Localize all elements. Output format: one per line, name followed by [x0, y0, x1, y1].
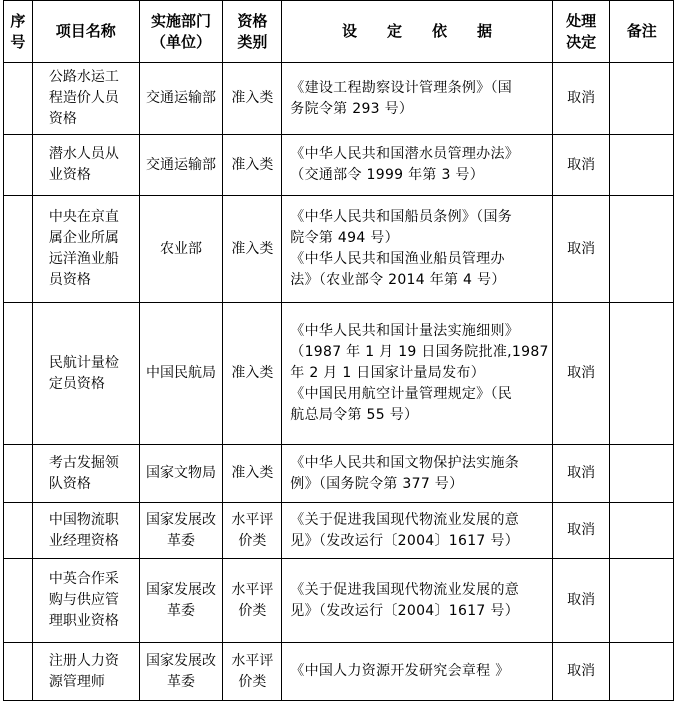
department-cell	[139, 63, 223, 135]
cell-line: 国家文物局	[146, 465, 217, 481]
decision-cell: 取消	[552, 503, 610, 559]
project-name-cell	[32, 503, 139, 559]
header-category	[223, 1, 282, 63]
table-row	[4, 503, 674, 559]
table-row	[4, 643, 674, 701]
category-cell	[223, 303, 282, 445]
remarks-cell	[610, 303, 674, 445]
project-name-cell	[32, 303, 139, 445]
cell-line: 准入类	[231, 240, 274, 257]
cell-line: 农业部	[160, 240, 203, 257]
cell-line: 《中华人民共和国船员条例》（国务	[290, 209, 513, 225]
header-text: 资格	[237, 11, 268, 30]
remarks-cell	[610, 445, 674, 503]
table-body	[4, 63, 674, 701]
department-cell	[139, 303, 223, 445]
remarks-cell	[610, 135, 674, 196]
header-remarks	[610, 1, 674, 63]
project-name-cell	[32, 445, 139, 503]
project-name-cell	[32, 63, 139, 135]
cell-line: 价类	[238, 532, 267, 549]
header-text: 序	[10, 11, 26, 30]
decision-cell: 取消	[552, 643, 610, 701]
header-serial-number	[4, 1, 33, 63]
cell-line: 航总局令第 55 号）	[290, 407, 419, 423]
cell-line: 年 2 月 1 日国家计量局发布）	[290, 365, 485, 381]
category-cell	[223, 643, 282, 701]
decision-cell: 取消	[552, 559, 610, 643]
project-name-cell	[32, 135, 139, 196]
table-row	[4, 135, 674, 196]
department-cell	[139, 559, 223, 643]
cell-line: 资格	[48, 111, 77, 127]
cell-line: 院令第 494 号）	[290, 230, 399, 246]
cell-line: 购与供应管	[48, 592, 119, 608]
cell-line: 属企业所属	[48, 230, 119, 246]
header-text: 类别	[237, 32, 268, 51]
cell-line: 中国民航局	[146, 365, 217, 381]
basis-cell	[282, 303, 552, 445]
cell-line: 水平评	[231, 581, 274, 598]
cell-line: 革委	[167, 673, 196, 690]
basis-cell	[282, 196, 552, 303]
cell-line: 价类	[238, 602, 267, 619]
serial-cell	[4, 643, 33, 701]
header-decision	[552, 1, 610, 63]
header-text: （单位）	[151, 32, 212, 51]
cell-line: 见》（发改运行〔2004〕1617 号）	[290, 602, 519, 619]
cell-line: 见》（发改运行〔2004〕1617 号）	[290, 532, 519, 549]
category-cell	[223, 445, 282, 503]
qualification-table	[3, 0, 674, 701]
serial-cell	[4, 303, 33, 445]
category-cell	[223, 196, 282, 303]
cell-line: 务院令第 293 号）	[290, 100, 414, 117]
cell-line: 交通运输部	[146, 90, 217, 106]
cell-line: 员资格	[48, 272, 91, 288]
cell-line: 准入类	[231, 156, 274, 173]
cell-line: 队资格	[48, 475, 91, 492]
project-name-cell	[32, 559, 139, 643]
cell-line: 交通运输部	[146, 156, 217, 173]
basis-cell	[282, 643, 552, 701]
cell-line: 中央在京直	[48, 209, 119, 225]
cell-line: 《关于促进我国现代物流业发展的意	[290, 511, 520, 528]
category-cell	[223, 63, 282, 135]
cell-line: 中国物流职	[48, 511, 119, 528]
remarks-cell	[610, 559, 674, 643]
cell-line: 准入类	[231, 365, 274, 381]
cell-line: 《中国民用航空计量管理规定》（民	[290, 386, 513, 402]
header-text: 处理	[566, 11, 597, 30]
decision-cell: 取消	[552, 63, 610, 135]
remarks-cell	[610, 643, 674, 701]
header-text: 号	[10, 32, 26, 51]
cell-line: （1987 年 1 月 19 日国务院批准,1987	[290, 344, 549, 360]
cell-line: 例》（国务院令第 377 号）	[290, 475, 464, 492]
basis-cell	[282, 63, 552, 135]
serial-cell	[4, 503, 33, 559]
serial-cell	[4, 445, 33, 503]
category-cell	[223, 559, 282, 643]
cell-line: 国家发展改	[146, 581, 217, 598]
cell-line: 《中华人民共和国潜水员管理办法》	[290, 146, 520, 162]
cell-line: （交通部令 1999 年第 3 号）	[290, 167, 485, 183]
decision-cell: 取消	[552, 303, 610, 445]
cell-line: 水平评	[231, 511, 274, 528]
table-header	[4, 1, 674, 63]
cell-line: 《建设工程勘察设计管理条例》（国	[290, 79, 513, 96]
basis-cell	[282, 445, 552, 503]
header-text: 实施部门	[151, 11, 212, 30]
cell-line: 《中华人民共和国计量法实施细则》	[290, 323, 520, 339]
basis-cell	[282, 135, 552, 196]
department-cell	[139, 643, 223, 701]
serial-cell	[4, 559, 33, 643]
project-name-cell	[32, 643, 139, 701]
header-text: 项目名称	[55, 22, 116, 40]
cell-line: 《关于促进我国现代物流业发展的意	[290, 581, 520, 598]
category-cell	[223, 503, 282, 559]
cell-line: 国家发展改	[146, 652, 217, 669]
cell-line: 程造价人员	[48, 90, 119, 106]
project-name-cell	[32, 196, 139, 303]
cell-line: 定员资格	[48, 375, 105, 392]
decision-cell: 取消	[552, 135, 610, 196]
serial-cell	[4, 196, 33, 303]
cell-line: 准入类	[231, 90, 274, 106]
serial-cell	[4, 135, 33, 196]
cell-line: 《中华人民共和国文物保护法实施条	[290, 454, 520, 471]
table-row	[4, 196, 674, 303]
cell-line: 业资格	[48, 167, 91, 183]
department-cell	[139, 196, 223, 303]
remarks-cell	[610, 196, 674, 303]
remarks-cell	[610, 503, 674, 559]
cell-line: 注册人力资	[48, 652, 119, 669]
cell-line: 理职业资格	[48, 613, 119, 629]
table-row	[4, 559, 674, 643]
remarks-cell	[610, 63, 674, 135]
basis-cell	[282, 559, 552, 643]
cell-line: 价类	[238, 673, 267, 690]
cell-line: 《中华人民共和国渔业船员管理办	[290, 251, 505, 267]
decision-cell: 取消	[552, 196, 610, 303]
cell-line: 《中国人力资源开发研究会章程 》	[290, 663, 510, 679]
cell-line: 民航计量检	[48, 354, 119, 371]
cell-line: 源管理师	[48, 673, 105, 690]
table-row	[4, 63, 674, 135]
serial-cell	[4, 63, 33, 135]
cell-line: 准入类	[231, 465, 274, 481]
cell-line: 革委	[167, 602, 196, 619]
category-cell	[223, 135, 282, 196]
table-row	[4, 445, 674, 503]
decision-cell: 取消	[552, 445, 610, 503]
header-text: 设 定 依 据	[342, 22, 493, 40]
header-basis	[282, 1, 552, 63]
cell-line: 国家发展改	[146, 511, 217, 528]
cell-line: 公路水运工	[48, 69, 119, 85]
cell-line: 业经理资格	[48, 532, 119, 549]
cell-line: 远洋渔业船	[48, 251, 119, 267]
header-text: 决定	[566, 32, 597, 51]
department-cell	[139, 135, 223, 196]
header-department	[139, 1, 223, 63]
department-cell	[139, 445, 223, 503]
cell-line: 潜水人员从	[48, 146, 119, 162]
header-project-name	[32, 1, 139, 63]
table-row	[4, 303, 674, 445]
cell-line: 法》（农业部令 2014 年第 4 号）	[290, 272, 506, 288]
cell-line: 中英合作采	[48, 571, 119, 587]
department-cell	[139, 503, 223, 559]
cell-line: 革委	[167, 532, 196, 549]
cell-line: 水平评	[231, 652, 274, 669]
header-text: 备注	[626, 22, 657, 40]
cell-line: 考古发掘领	[48, 454, 119, 471]
basis-cell	[282, 503, 552, 559]
